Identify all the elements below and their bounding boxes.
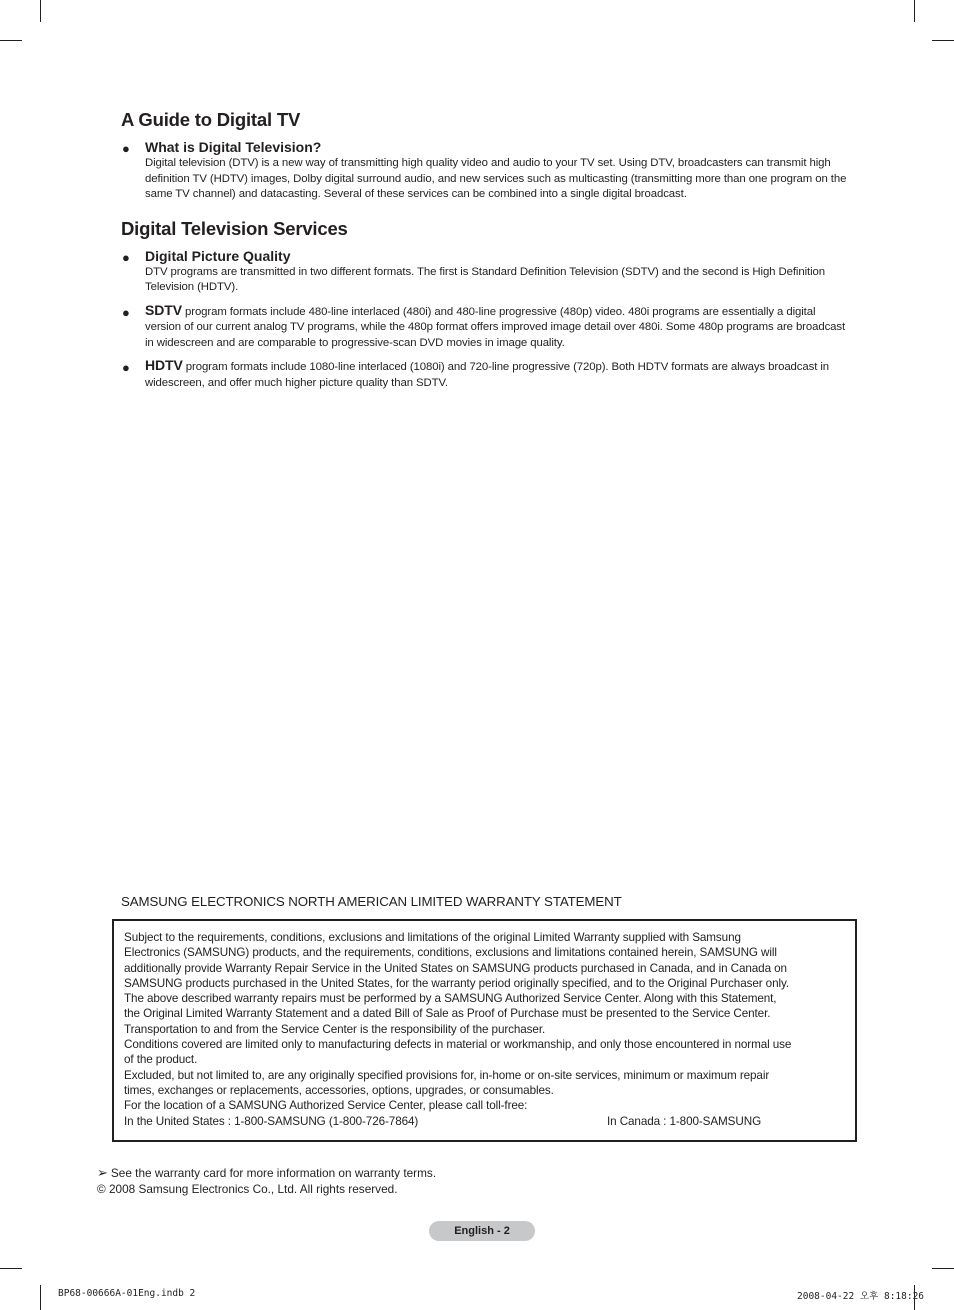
warranty-title: SAMSUNG ELECTRONICS NORTH AMERICAN LIMITED WARRANTY STATEMENT: [121, 894, 622, 909]
section-digital-television-services: [121, 217, 851, 392]
crop-mark: [0, 40, 22, 41]
warranty-line: the Original Limited Warranty Statement and a dated Bill of Sale as Proof of Purchase must be presented to the Service Center.: [124, 1007, 771, 1021]
item-text-rest: program formats include 1080-line interlaced (1080i) and 720-line progressive (720p). Both HDTV formats are always broadcast in widescreen, and offer much higher picture quality than SDTV.: [145, 361, 830, 389]
list-item: [121, 139, 851, 203]
date-slug: 2008-04-22 오후 8:18:26: [797, 1291, 925, 1302]
crop-mark: [0, 1268, 22, 1269]
warranty-line: times, exchanges or replacements, accessories, options, upgrades, or consumables.: [124, 1083, 554, 1097]
crop-mark: [914, 0, 915, 22]
file-slug: BP68-00666A-01Eng.indb 2: [58, 1288, 196, 1299]
phone-numbers: [124, 1114, 845, 1129]
copyright: © 2008 Samsung Electronics Co., Ltd. All rights reserved.: [97, 1182, 398, 1196]
warranty-line: Conditions covered are limited only to manufacturing defects in material or workmanship, and only those encountered in normal use: [124, 1038, 792, 1052]
crop-mark: [40, 1285, 41, 1310]
page-number-badge: English - 2: [429, 1221, 535, 1241]
warranty-note: [97, 1165, 436, 1181]
item-text: [145, 358, 851, 391]
item-text: [145, 303, 851, 352]
warranty-box: [112, 919, 857, 1142]
item-text: Digital television (DTV) is a new way of transmitting high quality video and audio to your TV set. Using DTV, broadcasters can transmit high definition TV (HDTV) images, Dolby digital surround audio, and new services such as multicasting (transmitting more than one program on the same TV channel) and datacasting. Several of these services can be combined into a single digital broadcast.: [145, 157, 847, 200]
warranty-line: Excluded, but not limited to, are any originally specified provisions for, in-home or on-site services, minimum or maximum repair: [124, 1068, 770, 1082]
list-item: [121, 303, 851, 352]
item-title: What is Digital Television?: [145, 139, 322, 155]
crop-mark: [40, 0, 41, 22]
warranty-line: For the location of a SAMSUNG Authorized Service Center, please call toll-free:: [124, 1099, 528, 1113]
warranty-line: additionally provide Warranty Repair Service in the United States on SAMSUNG products purchased in Canada, and in Canada on: [124, 961, 787, 975]
warranty-line: Subject to the requirements, conditions, exclusions and limitations of the original Limited Warranty supplied with Samsung: [124, 931, 741, 944]
warranty-line: of the product.: [124, 1053, 198, 1067]
bullet-icon: ●: [122, 304, 130, 320]
canada-phone: In Canada : 1-800-SAMSUNG: [607, 1114, 762, 1128]
item-lead: HDTV: [145, 357, 183, 373]
warranty-line: Electronics (SAMSUNG) products, and the requirements, conditions, exclusions and limitations contained herein, SAMSUNG will: [124, 946, 777, 960]
bullet-icon: ●: [122, 360, 130, 375]
item-text-rest: program formats include 480-line interlaced (480i) and 480-line progressive (480p) video. 480i programs are essentially a digital version of our current analog TV programs, while the 480p format offers improved image detail over 480i. Some 480p programs are broadcast in widescreen and are comparable to progressive-scan DVD movies in image quality.: [145, 305, 846, 349]
list-item: [121, 248, 851, 296]
note-text: See the warranty card for more information on warranty terms.: [110, 1166, 437, 1180]
list-item: [121, 358, 851, 391]
warranty-line: SAMSUNG products purchased in the United States, for the warranty period originally specified, and to the Original Purchaser only.: [124, 976, 790, 990]
warranty-line: Transportation to and from the Service Center is the responsibility of the purchaser.: [124, 1022, 546, 1036]
section-heading: Digital Television Services: [121, 217, 348, 239]
warranty-line: The above described warranty repairs must be performed by a SAMSUNG Authorized Service Center. Along with this Statement,: [124, 992, 777, 1006]
arrow-icon: ➢: [97, 1165, 108, 1180]
crop-mark: [932, 40, 954, 41]
bullet-icon: ●: [122, 141, 130, 156]
crop-mark: [932, 1268, 954, 1269]
main-content: [121, 108, 851, 391]
section-heading: A Guide to Digital TV: [121, 109, 301, 130]
item-text: DTV programs are transmitted in two different formats. The first is Standard Definition Television (SDTV) and the second is High Definition Television (HDTV).: [145, 265, 825, 293]
section-guide-to-digital-tv: [121, 108, 851, 203]
item-title: Digital Picture Quality: [145, 247, 291, 264]
us-phone: In the United States : 1-800-SAMSUNG (1-800-726-7864): [124, 1114, 419, 1128]
bullet-icon: ●: [122, 249, 130, 265]
footnote: [97, 1165, 436, 1197]
item-lead: SDTV: [145, 301, 182, 318]
